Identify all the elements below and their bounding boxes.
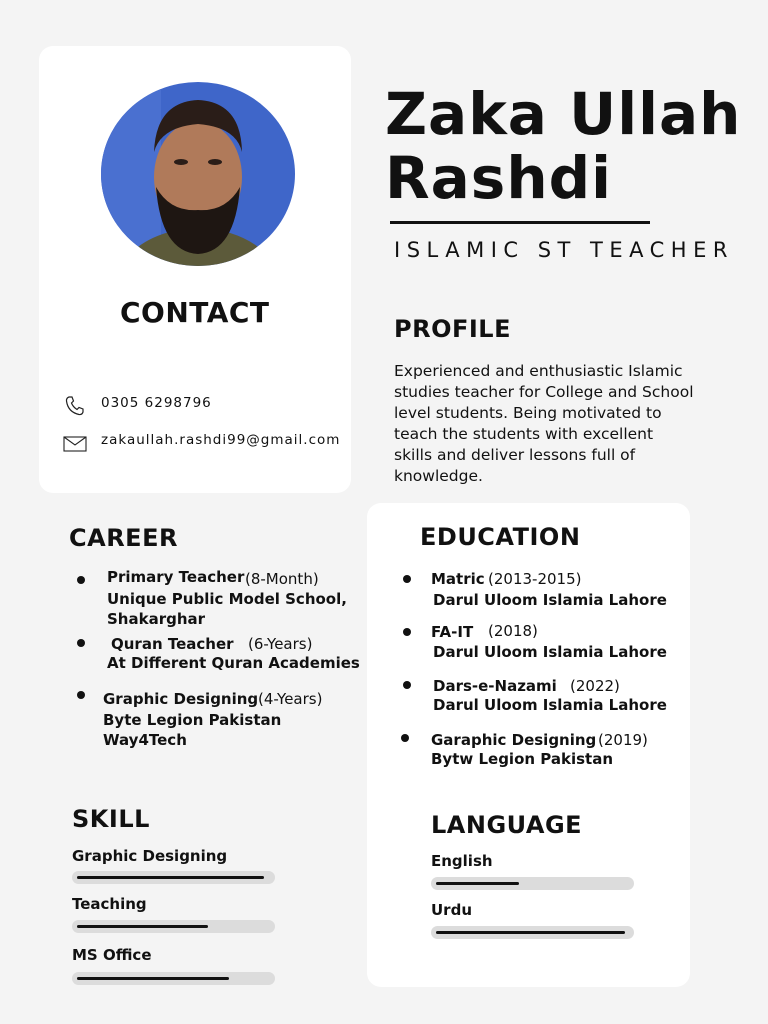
name-divider <box>390 221 650 224</box>
education-title: Matric <box>431 570 485 588</box>
bullet <box>77 576 85 584</box>
skill-bar <box>72 972 275 985</box>
language-label: English <box>431 852 493 870</box>
education-year: (2018) <box>488 622 538 640</box>
language-label: Urdu <box>431 901 472 919</box>
education-year: (2013-2015) <box>488 570 582 588</box>
name-line-2: Rashdi <box>385 144 613 212</box>
skill-bar <box>72 920 275 933</box>
skill-bar <box>72 871 275 884</box>
career-place-2: Shakarghar <box>107 610 206 628</box>
career-title: Quran Teacher <box>111 635 234 653</box>
career-place: Unique Public Model School, <box>107 590 347 608</box>
envelope-icon <box>63 435 87 453</box>
language-bar-fill <box>436 882 519 885</box>
education-title: Garaphic Designing <box>431 731 597 749</box>
education-title: Dars-e-Nazami <box>433 677 557 695</box>
skill-label: Graphic Designing <box>72 847 228 865</box>
language-bar <box>431 877 634 890</box>
career-duration: (4-Years) <box>258 690 323 708</box>
education-school: Bytw Legion Pakistan <box>431 750 614 768</box>
email-address: zakaullah.rashdi99@gmail.com <box>101 432 341 448</box>
education-school: Darul Uloom Islamia Lahore <box>433 696 667 714</box>
skill-bar-fill <box>77 876 264 879</box>
language-bar <box>431 926 634 939</box>
phone-number: 0305 6298796 <box>101 395 212 411</box>
skill-label: Teaching <box>72 895 147 913</box>
job-title: ISLAMIC ST TEACHER <box>394 238 734 262</box>
profile-heading: PROFILE <box>394 315 511 343</box>
skill-bar-fill <box>77 977 229 980</box>
education-year: (2019) <box>598 731 648 749</box>
name-heading <box>385 82 741 210</box>
career-place: At Different Quran Academies <box>107 654 360 672</box>
skill-label: MS Office <box>72 946 152 964</box>
profile-text: Experienced and enthusiastic Islamic studies teacher for College and School level students. Being motivated to teach the students with excellent skills and deliver lessons full of knowledge. <box>394 362 694 485</box>
skill-bar-fill <box>77 925 208 928</box>
language-heading: LANGUAGE <box>431 811 583 839</box>
bullet <box>401 734 409 742</box>
skill-heading: SKILL <box>72 805 150 833</box>
career-heading: CAREER <box>69 524 178 552</box>
education-title: FA-IT <box>431 623 474 641</box>
education-year: (2022) <box>570 677 620 695</box>
language-bar-fill <box>436 931 625 934</box>
career-duration: (8-Month) <box>245 570 319 588</box>
bullet <box>403 628 411 636</box>
career-place: Byte Legion Pakistan <box>103 711 282 729</box>
career-place-2: Way4Tech <box>103 731 187 749</box>
bullet <box>77 691 85 699</box>
education-heading: EDUCATION <box>420 523 581 551</box>
bullet <box>403 575 411 583</box>
profile-photo <box>101 82 295 266</box>
career-duration: (6-Years) <box>248 635 313 653</box>
education-school: Darul Uloom Islamia Lahore <box>433 643 667 661</box>
bullet <box>77 639 85 647</box>
career-title: Primary Teacher <box>107 568 245 586</box>
career-title: Graphic Designing <box>103 690 259 708</box>
education-school: Darul Uloom Islamia Lahore <box>433 591 667 609</box>
phone-icon <box>63 394 87 418</box>
name-line-1: Zaka Ullah <box>385 80 742 148</box>
contact-heading: CONTACT <box>120 296 270 329</box>
bullet <box>403 681 411 689</box>
